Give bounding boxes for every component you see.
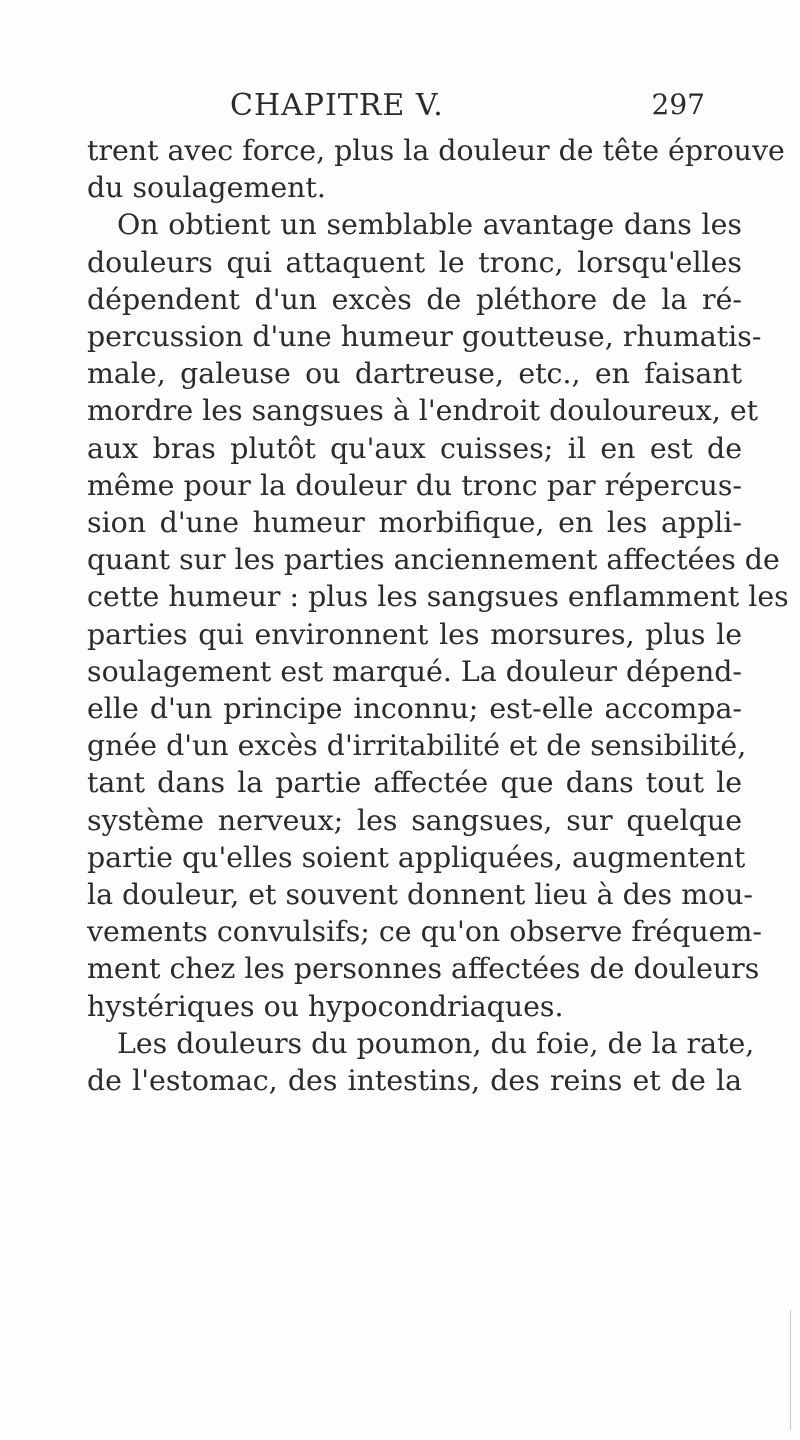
text-line: dépendent d'un excès de pléthore de la ré- xyxy=(87,282,742,316)
chapter-title: CHAPITRE V. xyxy=(230,88,444,123)
text-line: sion d'une humeur morbifique, en les appli- xyxy=(87,506,742,540)
text-line: gnée d'un excès d'irritabilité et de sensibilité, xyxy=(87,729,747,763)
page-edge-shadow xyxy=(790,1310,791,1430)
text-line: du soulagement. xyxy=(87,171,326,205)
text-line: percussion d'une humeur goutteuse, rhumatis- xyxy=(87,320,762,354)
text-line: aux bras plutôt qu'aux cuisses; il en est de xyxy=(87,431,742,465)
text-line: partie qu'elles soient appliquées, augmentent xyxy=(87,840,746,874)
text-line: Les douleurs du poumon, du foie, de la rate, xyxy=(117,1026,755,1060)
text-line: vements convulsifs; ce qu'on observe fréquem- xyxy=(87,915,762,949)
paragraph xyxy=(87,1025,755,1099)
paragraph xyxy=(87,206,789,1024)
text-line: parties qui environnent les morsures, plus le xyxy=(87,617,742,651)
body-text xyxy=(87,132,789,1099)
text-line: soulagement est marqué. La douleur dépend- xyxy=(87,654,743,688)
text-line: mordre les sangsues à l'endroit douloureux, et xyxy=(87,394,759,428)
text-line: male, galeuse ou dartreuse, etc., en faisant xyxy=(87,357,742,391)
text-line: cette humeur : plus les sangsues enflamment les xyxy=(87,580,789,614)
paragraph-continuation xyxy=(87,132,785,206)
text-line: ment chez les personnes affectées de douleurs xyxy=(87,952,760,986)
text-line: hystériques ou hypocondriaques. xyxy=(87,989,564,1023)
text-line: quant sur les parties anciennement affectées de xyxy=(87,543,780,577)
running-head xyxy=(80,88,720,128)
text-line: même pour la douleur du tronc par répercus- xyxy=(87,468,742,502)
text-line: la douleur, et souvent donnent lieu à des mou- xyxy=(87,878,754,912)
text-line: tant dans la partie affectée que dans tout le xyxy=(87,766,742,800)
text-line: de l'estomac, des intestins, des reins et de la xyxy=(87,1064,742,1098)
text-line: elle d'un principe inconnu; est-elle accompa- xyxy=(87,692,742,726)
text-line: trent avec force, plus la douleur de tête éprouve xyxy=(87,134,785,167)
text-line: douleurs qui attaquent le tronc, lorsqu'elles xyxy=(87,245,742,279)
text-line: système nerveux; les sangsues, sur quelque xyxy=(87,803,742,837)
page-number: 297 xyxy=(651,88,705,121)
text-line: On obtient un semblable avantage dans les xyxy=(117,208,742,242)
